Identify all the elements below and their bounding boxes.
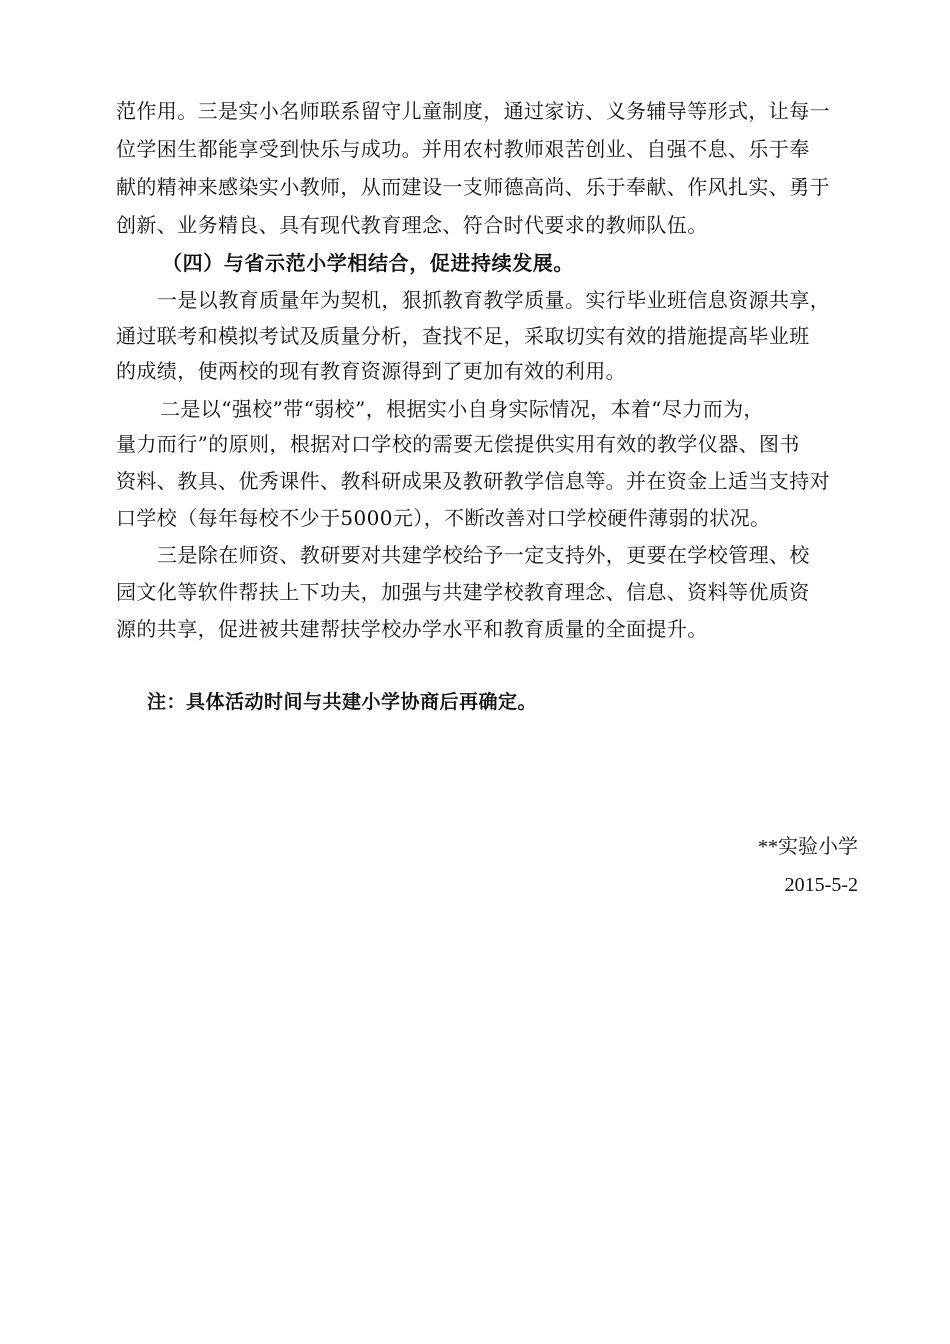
body-line: 位学困生都能享受到快乐与成功。并用农村教师艰苦创业、自强不息、乐于奉 bbox=[116, 137, 810, 161]
body-line: 创新、业务精良、具有现代教育理念、符合时代要求的教师队伍。 bbox=[116, 213, 708, 237]
signature-date: 2015-5-2 bbox=[784, 874, 858, 896]
paragraph-line: 资料、教具、优秀课件、教科研成果及教研教学信息等。并在资金上适当支持对 bbox=[116, 469, 830, 493]
section-heading: （四）与省示范小学相结合，促进持续发展。 bbox=[162, 251, 574, 275]
signature-org: **实验小学 bbox=[758, 836, 858, 858]
paragraph-line: 二是以“强校”带“弱校”，根据实小自身实际情况，本着“尽力而为， bbox=[160, 397, 764, 421]
paragraph-line: 一是以教育质量年为契机，狠抓教育教学质量。实行毕业班信息资源共享， bbox=[157, 288, 831, 312]
paragraph-line: 园文化等软件帮扶上下功夫，加强与共建学校教育理念、信息、资料等优质资 bbox=[116, 580, 810, 604]
paragraph-line: 量力而行”的原则，根据对口学校的需要无偿提供实用有效的教学仪器、图书 bbox=[116, 432, 800, 456]
paragraph-line: 通过联考和模拟考试及质量分析，查找不足，采取切实有效的措施提高毕业班 bbox=[116, 324, 810, 348]
paragraph-line: 的成绩，使两校的现有教育资源得到了更加有效的利用。 bbox=[116, 359, 626, 383]
paragraph-line: 源的共享，促进被共建帮扶学校办学水平和教育质量的全面提升。 bbox=[116, 617, 708, 641]
paragraph-line: 口学校（每年每校不少于5000元），不断改善对口学校硬件薄弱的状况。 bbox=[116, 506, 771, 530]
note-text: 注：具体活动时间与共建小学协商后再确定。 bbox=[147, 691, 538, 713]
paragraph-line: 三是除在师资、教研要对共建学校给予一定支持外，更要在学校管理、校 bbox=[157, 543, 810, 567]
body-line: 范作用。三是实小名师联系留守儿童制度，通过家访、义务辅导等形式，让每一 bbox=[116, 99, 830, 123]
body-line: 献的精神来感染实小教师，从而建设一支师德高尚、乐于奉献、作风扎实、勇于 bbox=[116, 175, 830, 199]
